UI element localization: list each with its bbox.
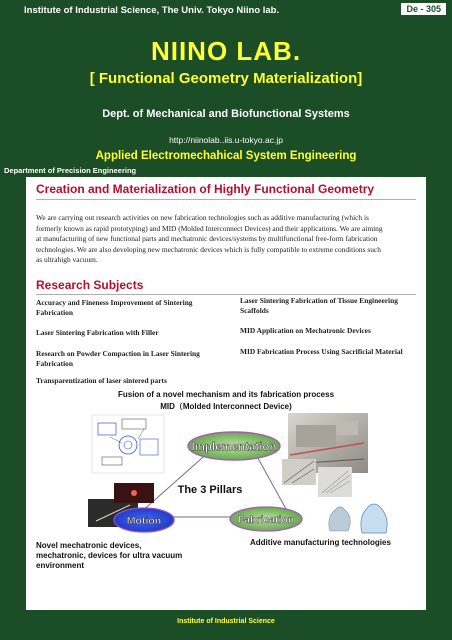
motion-description-line: mechatronic, devices for ultra vacuum — [36, 551, 183, 560]
lab-url[interactable]: http://niinolab..iis.u-tokyo.ac.jp — [169, 135, 283, 145]
mesh-photo — [318, 467, 352, 497]
fabrication-label: Fabrication — [237, 514, 295, 526]
fabrication-description: Additive manufacturing technologies — [250, 538, 391, 547]
connector-line — [254, 451, 286, 509]
section-title-research: Research Subjects — [36, 278, 144, 292]
fusion-heading: Fusion of a novel mechanism and its fabrication process — [117, 390, 335, 399]
intro-line: formerly known as rapid prototyping) and MID (Molded Interconnect Devices) and their applications. We are aiming — [36, 223, 383, 233]
page-code-badge: De - 305 — [401, 3, 446, 15]
intro-line: technologies. We are also developing new mechatronic devices which is fully compatible to extreme conditions such — [36, 244, 381, 254]
subject-line: Laser Sintering Fabrication with Filler — [36, 328, 159, 337]
subject-item — [36, 298, 193, 318]
laser-photo — [114, 483, 154, 503]
intro-line: as ultrahigh vacuum. — [36, 255, 98, 264]
subject-line: Transparentization of laser sintered parts — [36, 376, 167, 385]
subject-item — [240, 326, 371, 336]
subject-line: Fabrication — [36, 359, 73, 368]
poster-header — [0, 22, 452, 174]
intro-line: We are carrying out research activities on new fabrication technologies such as additive manufacturing (which is — [36, 213, 369, 222]
subject-item — [240, 296, 398, 316]
subject-line: Scaffolds — [240, 306, 269, 315]
subject-item — [36, 349, 200, 369]
implementation-label: Implementation — [191, 441, 277, 454]
top-bar — [0, 0, 452, 22]
subject-line: MID Fabrication Process Using Sacrificial Material — [240, 347, 403, 356]
footer-institute: Institute of Industrial Science — [177, 618, 275, 625]
institute-name: Institute of Industrial Science, The Univ. Tokyo Niino lab. — [24, 5, 280, 16]
lab-subtitle: [ Functional Geometry Materialization] — [89, 70, 363, 87]
intro-line: at manufacturing of new functional parts and mechatronic devices/systems by multifunctional free-form fabrication — [36, 234, 378, 243]
mid-heading: MID（Molded Interconnect Device) — [160, 402, 292, 411]
subject-line: MID Application on Mechatronic Devices — [240, 326, 371, 335]
section-divider — [36, 294, 416, 295]
subject-line: Accuracy and Fineness Improvement of Sintering — [36, 298, 193, 307]
subject-line: Research on Powder Compaction in Laser Sintering — [36, 349, 200, 358]
motion-label: Motion — [126, 515, 162, 527]
three-pillars-diagram — [26, 413, 426, 607]
mechanism-drawing — [92, 415, 164, 473]
transparent-vase-photo — [356, 499, 392, 539]
subject-item — [36, 376, 167, 386]
lattice-photo — [282, 459, 316, 485]
department-name: Dept. of Mechanical and Biofunctional Systems — [102, 108, 350, 120]
system-name: Applied Electromechahical System Engineering — [95, 150, 357, 162]
precision-department: Department of Precision Engineering — [4, 166, 137, 175]
lab-title: NIINO LAB. — [150, 36, 302, 66]
subject-item — [36, 328, 159, 338]
motion-description-line: environment — [36, 561, 85, 570]
section-title-creation: Creation and Materialization of Highly Functional Geometry — [36, 182, 375, 196]
subject-line: Fabrication — [36, 308, 73, 317]
section-divider — [36, 199, 416, 200]
three-pillars-label: The 3 Pillars — [177, 484, 243, 496]
vase-photo — [324, 503, 354, 537]
subject-item — [240, 347, 403, 357]
motion-description-line: Novel mechatronic devices, — [36, 541, 142, 550]
subject-line: Laser Sintering Fabrication of Tissue Engineering — [240, 296, 398, 305]
content-panel — [26, 177, 426, 610]
intro-paragraph — [36, 213, 416, 266]
